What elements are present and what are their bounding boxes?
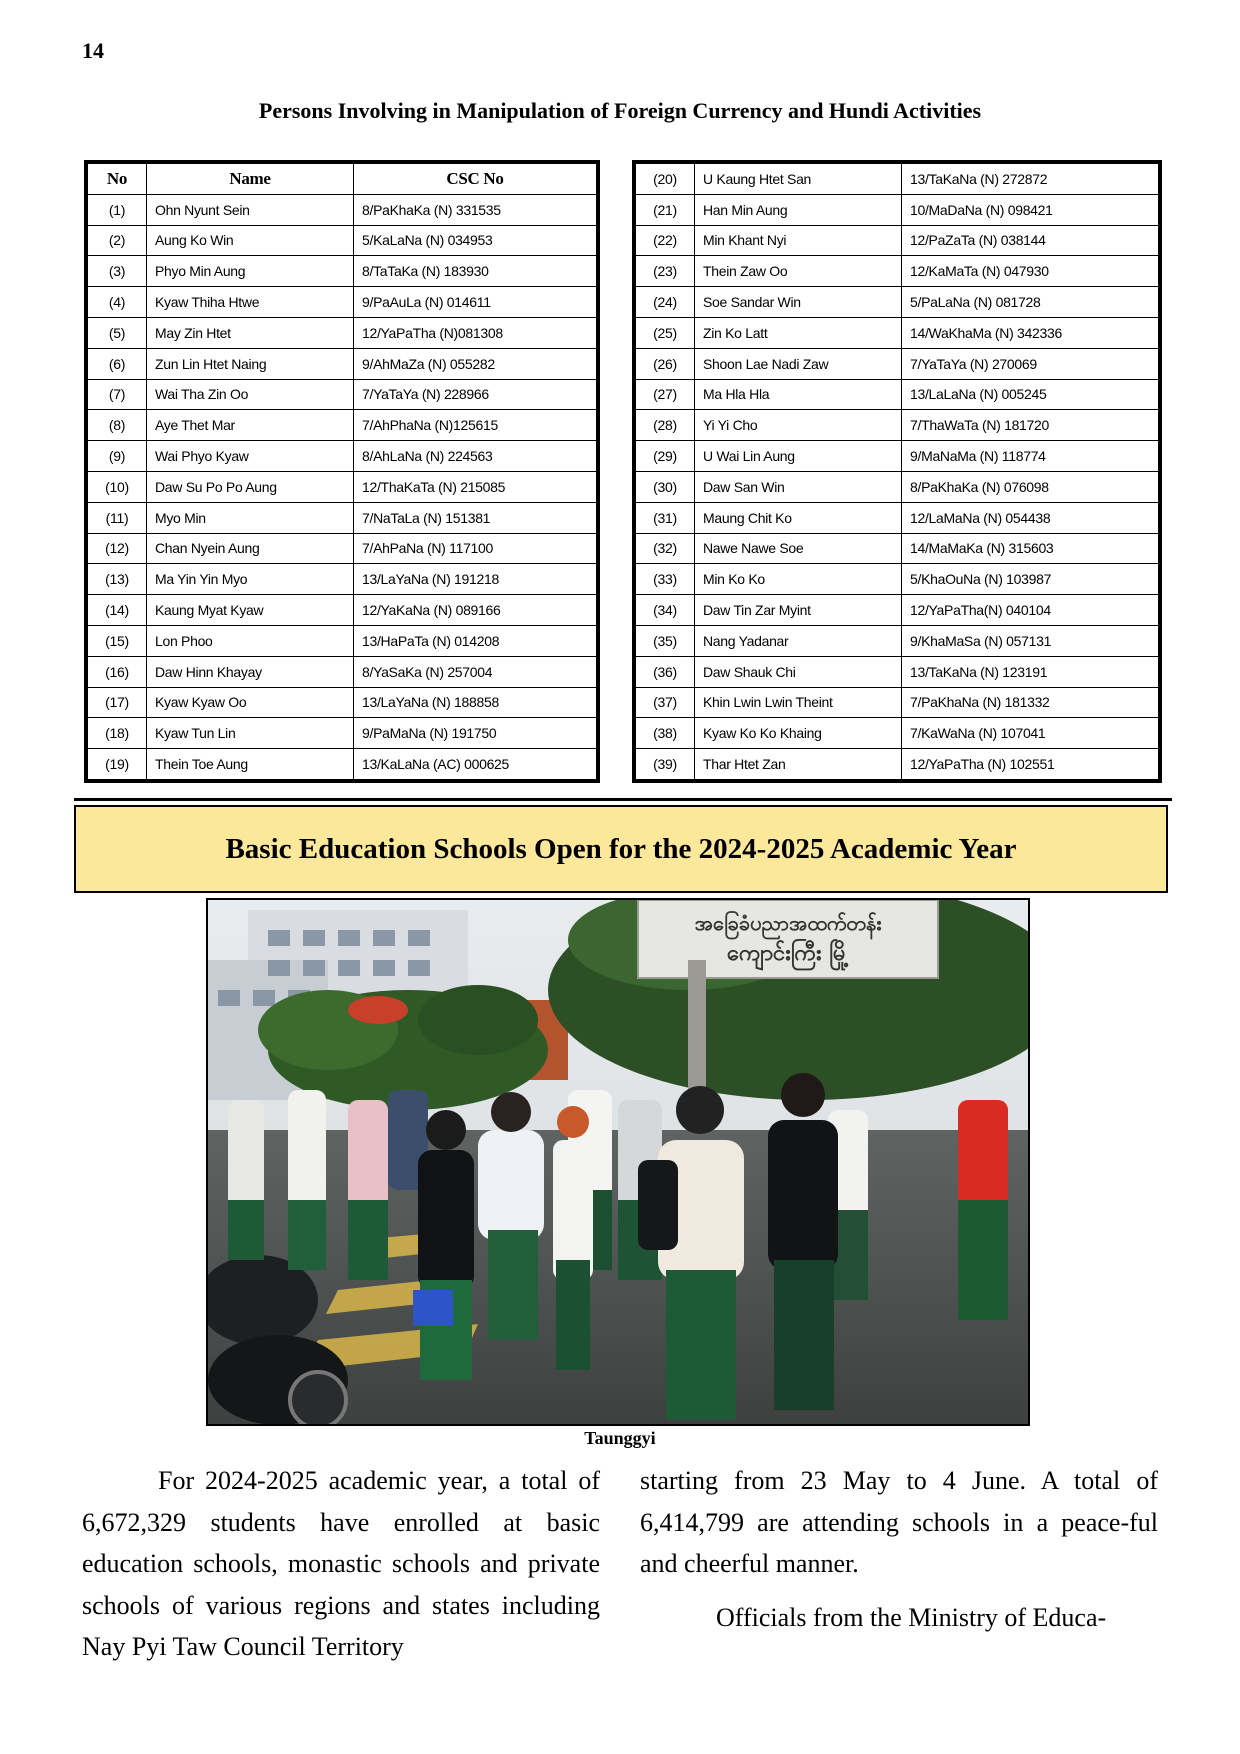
row-number: (30) [636, 471, 695, 502]
persons-table-right [632, 160, 1162, 783]
row-number: (13) [88, 564, 147, 595]
csc-number: 8/PaKhaKa (N) 331535 [354, 194, 597, 225]
person-name: Thar Htet Zan [695, 749, 902, 780]
person-name: Soe Sandar Win [695, 287, 902, 318]
table-row [636, 225, 1159, 256]
person-name: Khin Lwin Lwin Theint [695, 687, 902, 718]
table-row [636, 687, 1159, 718]
person-name: Wai Tha Zin Oo [147, 379, 354, 410]
row-number: (10) [88, 471, 147, 502]
person-name: Zin Ko Latt [695, 317, 902, 348]
csc-number: 13/KaLaNa (AC) 000625 [354, 749, 597, 780]
person-name: Min Ko Ko [695, 564, 902, 595]
row-number: (9) [88, 441, 147, 472]
person-name: Kyaw Kyaw Oo [147, 687, 354, 718]
row-number: (11) [88, 502, 147, 533]
csc-number: 8/PaKhaKa (N) 076098 [902, 471, 1159, 502]
csc-number: 9/AhMaZa (N) 055282 [354, 348, 597, 379]
table-row [88, 687, 597, 718]
table-row [636, 348, 1159, 379]
table-row [636, 379, 1159, 410]
person-name: Kyaw Thiha Htwe [147, 287, 354, 318]
person-name: Min Khant Nyi [695, 225, 902, 256]
section-divider [74, 798, 1172, 801]
csc-number: 12/YaPaTha (N)081308 [354, 317, 597, 348]
row-number: (18) [88, 718, 147, 749]
person-name: May Zin Htet [147, 317, 354, 348]
person-name: U Kaung Htet San [695, 164, 902, 195]
csc-number: 12/KaMaTa (N) 047930 [902, 256, 1159, 287]
person-name: Myo Min [147, 502, 354, 533]
article-paragraph: Officials from the Ministry of Educa- [716, 1602, 1107, 1632]
row-number: (28) [636, 410, 695, 441]
row-number: (12) [88, 533, 147, 564]
row-number: (22) [636, 225, 695, 256]
table-row [636, 441, 1159, 472]
person-name: Chan Nyein Aung [147, 533, 354, 564]
csc-number: 7/AhPhaNa (N)125615 [354, 410, 597, 441]
row-number: (1) [88, 194, 147, 225]
table-row [88, 317, 597, 348]
row-number: (4) [88, 287, 147, 318]
person-name: Wai Phyo Kyaw [147, 441, 354, 472]
row-number: (16) [88, 656, 147, 687]
csc-number: 12/LaMaNa (N) 054438 [902, 502, 1159, 533]
students-walking-photo [208, 900, 1030, 1426]
csc-number: 5/KhaOuNa (N) 103987 [902, 564, 1159, 595]
person-name: Kaung Myat Kyaw [147, 595, 354, 626]
row-number: (29) [636, 441, 695, 472]
csc-number: 7/ThaWaTa (N) 181720 [902, 410, 1159, 441]
row-number: (19) [88, 749, 147, 780]
table-header-row [88, 164, 597, 195]
table-row [88, 256, 597, 287]
table-row [636, 287, 1159, 318]
person-name: U Wai Lin Aung [695, 441, 902, 472]
csc-number: 7/AhPaNa (N) 117100 [354, 533, 597, 564]
persons-table-right-grid [635, 163, 1159, 780]
csc-number: 12/YaKaNa (N) 089166 [354, 595, 597, 626]
person-name: Daw Su Po Po Aung [147, 471, 354, 502]
row-number: (37) [636, 687, 695, 718]
table-title: Persons Involving in Manipulation of Foreign Currency and Hundi Activities [258, 98, 982, 123]
table-row [88, 471, 597, 502]
person-name: Kyaw Ko Ko Khaing [695, 718, 902, 749]
person-name: Thein Zaw Oo [695, 256, 902, 287]
person-name: Nawe Nawe Soe [695, 533, 902, 564]
table-row [88, 379, 597, 410]
csc-number: 8/AhLaNa (N) 224563 [354, 441, 597, 472]
csc-number: 14/MaMaKa (N) 315603 [902, 533, 1159, 564]
article-paragraph: starting from 23 May to 4 June. A total of 6,414,799 are attending schools in a peace-ful and cheerful manner. [640, 1466, 1158, 1578]
table-row [636, 533, 1159, 564]
csc-number: 13/TaKaNa (N) 123191 [902, 656, 1159, 687]
row-number: (17) [88, 687, 147, 718]
row-number: (25) [636, 317, 695, 348]
table-row [88, 502, 597, 533]
person-name: Maung Chit Ko [695, 502, 902, 533]
person-name: Phyo Min Aung [147, 256, 354, 287]
row-number: (6) [88, 348, 147, 379]
csc-number: 13/LaYaNa (N) 191218 [354, 564, 597, 595]
table-row [88, 533, 597, 564]
row-number: (20) [636, 164, 695, 195]
person-name: Daw Tin Zar Myint [695, 595, 902, 626]
person-name: Nang Yadanar [695, 625, 902, 656]
person-name: Daw San Win [695, 471, 902, 502]
row-number: (34) [636, 595, 695, 626]
header-csc-no: CSC No [354, 164, 597, 195]
csc-number: 8/TaTaKa (N) 183930 [354, 256, 597, 287]
table-row [636, 410, 1159, 441]
row-number: (2) [88, 225, 147, 256]
table-row [88, 718, 597, 749]
row-number: (39) [636, 749, 695, 780]
table-row [88, 595, 597, 626]
table-row [88, 348, 597, 379]
csc-number: 5/PaLaNa (N) 081728 [902, 287, 1159, 318]
csc-number: 7/PaKhaNa (N) 181332 [902, 687, 1159, 718]
row-number: (8) [88, 410, 147, 441]
csc-number: 9/PaMaNa (N) 191750 [354, 718, 597, 749]
table-row [636, 656, 1159, 687]
table-row [88, 749, 597, 780]
row-number: (24) [636, 287, 695, 318]
row-number: (27) [636, 379, 695, 410]
table-row [88, 625, 597, 656]
row-number: (38) [636, 718, 695, 749]
table-row [88, 564, 597, 595]
persons-table-left [84, 160, 600, 783]
csc-number: 12/YaPaTha (N) 102551 [902, 749, 1159, 780]
table-row [636, 471, 1159, 502]
header-no: No [88, 164, 147, 195]
person-name: Han Min Aung [695, 194, 902, 225]
csc-number: 14/WaKhaMa (N) 342336 [902, 317, 1159, 348]
csc-number: 7/YaTaYa (N) 228966 [354, 379, 597, 410]
csc-number: 12/ThaKaTa (N) 215085 [354, 471, 597, 502]
csc-number: 12/YaPaTha(N) 040104 [902, 595, 1159, 626]
table-row [88, 656, 597, 687]
row-number: (15) [88, 625, 147, 656]
table-row [636, 595, 1159, 626]
person-name: Aye Thet Mar [147, 410, 354, 441]
table-row [88, 194, 597, 225]
person-name: Ma Yin Yin Myo [147, 564, 354, 595]
table-row [636, 625, 1159, 656]
person-name: Daw Hinn Khayay [147, 656, 354, 687]
person-name: Shoon Lae Nadi Zaw [695, 348, 902, 379]
row-number: (36) [636, 656, 695, 687]
row-number: (26) [636, 348, 695, 379]
article-column-right [640, 1460, 1158, 1638]
csc-number: 12/PaZaTa (N) 038144 [902, 225, 1159, 256]
csc-number: 13/LaYaNa (N) 188858 [354, 687, 597, 718]
table-row [636, 718, 1159, 749]
person-name: Zun Lin Htet Naing [147, 348, 354, 379]
photo-caption: Taunggyi [584, 1428, 656, 1448]
news-photo [206, 898, 1030, 1426]
table-row [88, 410, 597, 441]
person-name: Aung Ko Win [147, 225, 354, 256]
csc-number: 13/LaLaNa (N) 005245 [902, 379, 1159, 410]
row-number: (32) [636, 533, 695, 564]
person-name: Lon Phoo [147, 625, 354, 656]
table-row [88, 441, 597, 472]
person-name: Kyaw Tun Lin [147, 718, 354, 749]
person-name: Thein Toe Aung [147, 749, 354, 780]
sign-text-line1: အခြေခံပညာအထက်တန်း [694, 911, 882, 935]
row-number: (35) [636, 625, 695, 656]
row-number: (5) [88, 317, 147, 348]
csc-number: 7/KaWaNa (N) 107041 [902, 718, 1159, 749]
person-name: Ohn Nyunt Sein [147, 194, 354, 225]
csc-number: 9/PaAuLa (N) 014611 [354, 287, 597, 318]
row-number: (23) [636, 256, 695, 287]
table-row [636, 317, 1159, 348]
table-row [636, 749, 1159, 780]
article-headline: Basic Education Schools Open for the 2024-2025 Academic Year [225, 832, 1017, 865]
csc-number: 5/KaLaNa (N) 034953 [354, 225, 597, 256]
csc-number: 7/NaTaLa (N) 151381 [354, 502, 597, 533]
table-row [88, 287, 597, 318]
person-name: Yi Yi Cho [695, 410, 902, 441]
row-number: (7) [88, 379, 147, 410]
sign-text-line2: ကျောင်းကြီး မြို့ [727, 941, 849, 966]
persons-table-left-grid [87, 163, 597, 780]
article-headline-banner [74, 805, 1168, 893]
csc-number: 13/HaPaTa (N) 014208 [354, 625, 597, 656]
page-number: 14 [82, 38, 104, 63]
row-number: (14) [88, 595, 147, 626]
csc-number: 7/YaTaYa (N) 270069 [902, 348, 1159, 379]
table-row [636, 564, 1159, 595]
row-number: (3) [88, 256, 147, 287]
row-number: (33) [636, 564, 695, 595]
csc-number: 9/MaNaMa (N) 118774 [902, 441, 1159, 472]
person-name: Daw Shauk Chi [695, 656, 902, 687]
table-row [636, 502, 1159, 533]
csc-number: 10/MaDaNa (N) 098421 [902, 194, 1159, 225]
header-name: Name [147, 164, 354, 195]
person-name: Ma Hla Hla [695, 379, 902, 410]
article-column-left [82, 1460, 600, 1668]
table-row [636, 164, 1159, 195]
row-number: (21) [636, 194, 695, 225]
csc-number: 13/TaKaNa (N) 272872 [902, 164, 1159, 195]
table-row [636, 194, 1159, 225]
csc-number: 9/KhaMaSa (N) 057131 [902, 625, 1159, 656]
table-row [88, 225, 597, 256]
article-paragraph: For 2024-2025 academic year, a total of 6,672,329 students have enrolled at basic education schools, monastic schools and private schools of various regions and states including Nay Pyi Taw Council Territory [82, 1466, 600, 1661]
table-row [636, 256, 1159, 287]
row-number: (31) [636, 502, 695, 533]
csc-number: 8/YaSaKa (N) 257004 [354, 656, 597, 687]
